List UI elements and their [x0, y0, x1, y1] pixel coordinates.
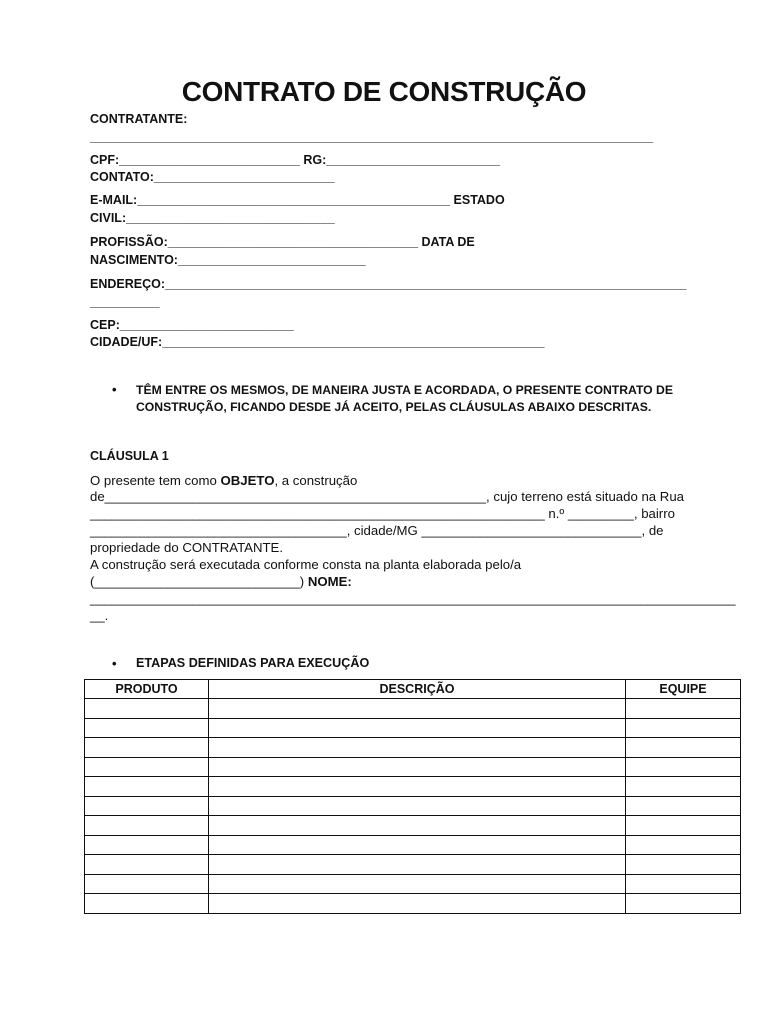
intro-line-1: TÊM ENTRE OS MESMOS, DE MANEIRA JUSTA E ACORDADA, O PRESENTE CONTRATO DE: [136, 383, 673, 397]
produto-cell[interactable]: [85, 757, 209, 777]
descricao-cell[interactable]: [209, 718, 626, 738]
column-header-equipe: EQUIPE: [626, 680, 741, 699]
cpf-rg-field[interactable]: CPF:__________________________ RG:_________________________: [90, 153, 501, 167]
descricao-cell[interactable]: [209, 777, 626, 797]
contratante-label: CONTRATANTE:: [90, 112, 188, 126]
table-row: [85, 894, 741, 914]
produto-cell[interactable]: [85, 738, 209, 758]
produto-cell[interactable]: [85, 718, 209, 738]
descricao-cell[interactable]: [209, 835, 626, 855]
table-row: [85, 777, 741, 797]
equipe-cell[interactable]: [626, 718, 741, 738]
equipe-cell[interactable]: [626, 699, 741, 719]
etapas-table: [84, 679, 741, 914]
table-row: [85, 699, 741, 719]
produto-cell[interactable]: [85, 796, 209, 816]
bullet-icon: •: [112, 656, 117, 671]
descricao-cell[interactable]: [209, 699, 626, 719]
equipe-cell[interactable]: [626, 835, 741, 855]
equipe-cell[interactable]: [626, 738, 741, 758]
equipe-cell[interactable]: [626, 777, 741, 797]
descricao-cell[interactable]: [209, 738, 626, 758]
descricao-cell[interactable]: [209, 855, 626, 875]
produto-cell[interactable]: [85, 816, 209, 836]
column-header-produto: PRODUTO: [85, 680, 209, 699]
estado-civil-field[interactable]: CIVIL:______________________________: [90, 211, 335, 225]
equipe-cell[interactable]: [626, 855, 741, 875]
bullet-icon: •: [112, 382, 117, 397]
contato-field[interactable]: CONTATO:__________________________: [90, 170, 335, 184]
endereco-continuation[interactable]: __________: [90, 295, 160, 309]
document-title: CONTRATO DE CONSTRUÇÃO: [181, 76, 587, 107]
clausula-1-objeto-line: O presente tem como OBJETO, a construção: [90, 473, 358, 488]
clausula-1-nome-field-end[interactable]: __.: [90, 608, 109, 623]
produto-cell[interactable]: [85, 874, 209, 894]
equipe-cell[interactable]: [626, 874, 741, 894]
intro-line-2: CONSTRUÇÃO, FICANDO DESDE JÁ ACEITO, PELAS CLÁUSULAS ABAIXO DESCRITAS.: [136, 400, 652, 414]
table-row: [85, 738, 741, 758]
table-header-row: [85, 680, 741, 699]
descricao-cell[interactable]: [209, 894, 626, 914]
email-estado-field[interactable]: E-MAIL:_____________________________________________ ESTADO: [90, 193, 505, 207]
data-nascimento-field[interactable]: NASCIMENTO:___________________________: [90, 253, 366, 267]
table-row: [85, 835, 741, 855]
produto-cell[interactable]: [85, 699, 209, 719]
clausula-1-propriedade: propriedade do CONTRATANTE.: [90, 540, 283, 555]
equipe-cell[interactable]: [626, 796, 741, 816]
clausula-1-nome-line[interactable]: (____________________________) NOME:: [90, 574, 352, 589]
descricao-cell[interactable]: [209, 874, 626, 894]
clausula-1-heading: CLÁUSULA 1: [90, 449, 169, 463]
equipe-cell[interactable]: [626, 757, 741, 777]
clausula-1-construcao-field[interactable]: de____________________________________________________, cujo terreno está situado na Rua: [90, 489, 684, 504]
produto-cell[interactable]: [85, 777, 209, 797]
produto-cell[interactable]: [85, 835, 209, 855]
contratante-name-field[interactable]: _________________________________________________________________________________: [90, 130, 654, 144]
descricao-cell[interactable]: [209, 796, 626, 816]
descricao-cell[interactable]: [209, 757, 626, 777]
profissao-field[interactable]: PROFISSÃO:____________________________________ DATA DE: [90, 235, 475, 249]
clausula-1-nome-field[interactable]: ________________________________________________________________________________________: [90, 591, 736, 606]
clausula-1-bairro-field[interactable]: ___________________________________, cidade/MG ______________________________, de: [90, 523, 664, 538]
table-row: [85, 718, 741, 738]
equipe-cell[interactable]: [626, 894, 741, 914]
table-row: [85, 816, 741, 836]
equipe-cell[interactable]: [626, 816, 741, 836]
produto-cell[interactable]: [85, 855, 209, 875]
clausula-1-planta: A construção será executada conforme consta na planta elaborada pelo/a: [90, 557, 522, 572]
clausula-1-rua-field[interactable]: ______________________________________________________________ n.º _________, bairro: [90, 506, 675, 521]
etapas-heading: ETAPAS DEFINIDAS PARA EXECUÇÃO: [136, 656, 370, 670]
table-row: [85, 796, 741, 816]
table-row: [85, 757, 741, 777]
endereco-field[interactable]: ENDEREÇO:___________________________________________________________________________: [90, 277, 687, 291]
produto-cell[interactable]: [85, 894, 209, 914]
column-header-descricao: DESCRIÇÃO: [209, 680, 626, 699]
table-row: [85, 874, 741, 894]
descricao-cell[interactable]: [209, 816, 626, 836]
table-row: [85, 855, 741, 875]
cep-field[interactable]: CEP:_________________________: [90, 318, 294, 332]
cidade-uf-field[interactable]: CIDADE/UF:_______________________________________________________: [90, 335, 545, 349]
